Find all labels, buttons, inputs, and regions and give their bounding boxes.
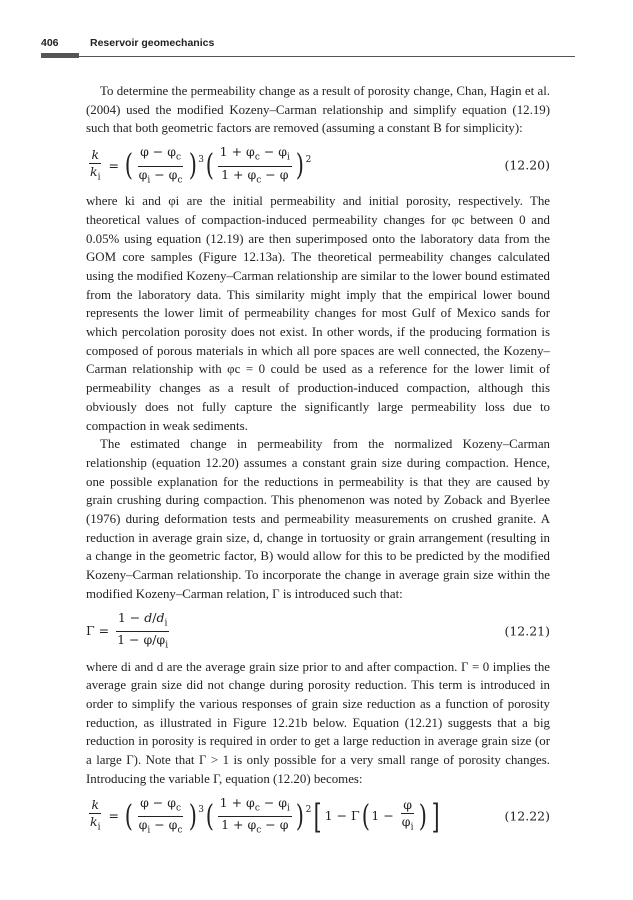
page-body: [86, 82, 550, 843]
page-header: [27, 37, 549, 67]
paragraph-2: where ki and φi are the initial permeability and initial porosity, respectively. The theoretical values of compaction-induced permeability changes for φc between 0 and 0.05% using equation (12.19) are then superimposed onto the laboratory data from the GOM core samples (Figure 12.13a). The theoretical permeability changes calculated using the modified Kozeny–Carman relationship are similar to the lower bound estimated from the laboratory data. This similarity might imply that the empirical lower bound represents the lower limit of permeability changes for most Gulf of Mexico sands for which percolation porosity does not exist. In other words, if the producing formation is composed of porous materials in which all pore spaces are well connected, the Kozeny–Carman relationship with φc = 0 could be used as a reference for the lower limit of permeability changes as a result of production-induced compaction, although this obviously does not fully capture the significantly large permeability loss due to compaction in weak sediments.: [86, 194, 550, 433]
equation-12-20: $\frac{k}{k_i}$ = ( $\frac{\varphi - \varphi_c}{\varphi_i - \varphi_c}$ ) 3 ( $\frac{1 + \varphi_c - \varphi_i}{1 + \varphi_c - \varphi}$ ) 2 (12.20): [90, 144, 550, 186]
page-number: 406: [41, 37, 59, 49]
header-rule: [41, 56, 575, 57]
equation-number: (12.22): [504, 808, 550, 824]
equation-12-22: $\frac{k}{k_i}$ = ( $\frac{\varphi - \varphi_c}{\varphi_i - \varphi_c}$ ) 3 ( $\frac{1 + \varphi_c - \varphi_i}{1 + \varphi_c - \varphi}$ ) 2 [ 1 − Γ ( 1 − $\frac{\varphi}{\varphi_i}$ ) ] (12.22): [90, 794, 550, 837]
equation-12-21: Γ = $\frac{1 - d/d_i}{1 - \varphi/\varphi_i}$ (12.21): [86, 609, 550, 651]
paragraph-3: The estimated change in permeability from the normalized Kozeny–Carman relationship (equation 12.20) assumes a constant grain size during compaction. Hence, one possible explanation for the reductions in permeability is that they are caused by grain crushing during compaction. This phenomenon was noted by Zoback and Byerlee (1976) during deformation tests and permeability measurements on crushed granite. A reduction in average grain size, d, change in tortuosity or grain arrangement (resulting in a change in the geometric factor, B) would allow for this to be predicted by the modified Kozeny–Carman relationship. To incorporate the change in average grain size within the modified Kozeny–Carman relation, Γ is introduced such that:: [86, 437, 550, 601]
equation-number: (12.20): [504, 157, 550, 173]
running-title: Reservoir geomechanics: [90, 37, 215, 49]
paragraph-4: where di and d are the average grain size prior to and after compaction. Γ = 0 implies the average grain size did not change during porosity reduction. This term is introduced in order to simplify the various responses of grain size reduction as a function of porosity reduction, as illustrated in Figure 12.21b below. Equation (12.21) suggests that a big reduction in porosity is required in order to get a large reduction in average grain size (or a large Γ). Note that Γ > 1 is only possible for a very small range of porosity changes. Introducing the variable Γ, equation (12.20) becomes:: [86, 659, 550, 786]
equation-number: (12.21): [504, 623, 550, 639]
paragraph-1: To determine the permeability change as a result of porosity change, Chan, Hagin et al. (2004) used the modified Kozeny–Carman relationship and simplify equation (12.19) such that both geometric factors are removed (assuming a constant B for simplicity):: [86, 84, 550, 136]
